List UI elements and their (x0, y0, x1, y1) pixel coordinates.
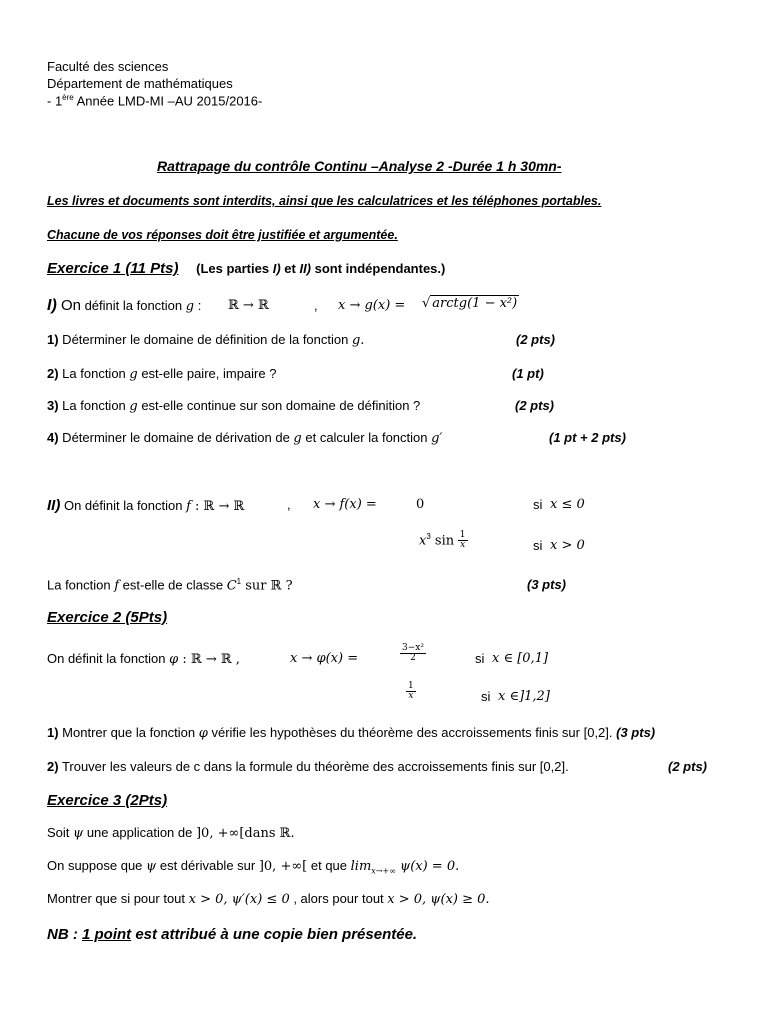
ex2-q2-points: (2 pts) (668, 759, 707, 774)
part-I-text: définit la fonction (80, 298, 186, 313)
part-II-question (47, 577, 293, 593)
ex1-q1-points: (2 pts) (516, 332, 555, 347)
ex3-l3-d: x > 0, ψ(x) ≥ 0. (387, 892, 490, 907)
q4-number: 4) (47, 430, 59, 445)
year-sup: ère (62, 93, 74, 102)
part-II-si-2: si (533, 538, 543, 553)
frac-num: 1 (459, 530, 466, 540)
q3-text-b: est-elle continue sur son domaine de définition ? (137, 398, 421, 413)
part-II-label: II) (47, 497, 61, 514)
q4-text-b: et calculer la fonction (301, 430, 432, 445)
ex1-question-1 (47, 332, 364, 348)
q3-number: 3) (47, 398, 59, 413)
part-II-q-d: sur ℝ ? (241, 578, 293, 594)
ex2-def-a: On définit la fonction (47, 651, 170, 666)
part-II-zero: 0 (416, 497, 425, 512)
exam-title: Rattrapage du contrôle Continu –Analyse 2 -Durée 1 h 30mn- (157, 158, 562, 174)
exercise-1-note (196, 261, 445, 276)
part-II-text: On définit la fonction (60, 498, 187, 513)
one-over-x (458, 531, 468, 551)
ex2-question-1 (47, 725, 655, 741)
ex2-branch-1-fraction (400, 644, 426, 664)
part-II-points: (3 pts) (527, 577, 566, 592)
q3-text-a: La fonction (58, 398, 130, 413)
faculty-line: Faculté des sciences (47, 59, 169, 74)
year-line (47, 93, 262, 108)
ex1-question-3 (47, 398, 420, 414)
nb-a: NB : (47, 926, 82, 943)
ex3-line-3 (47, 891, 490, 907)
q1-text: Déterminer le domaine de définition de la fonction (58, 332, 352, 347)
ex2-q1-text-a: Montrer que la fonction (58, 725, 199, 740)
nb-c: est attribué à une copie bien présentée. (131, 926, 418, 943)
ex3-l3-a: Montrer que si pour tout (47, 891, 189, 906)
part-II-cond-1: x ≤ 0 (550, 497, 585, 512)
ex2-q2-number: 2) (47, 759, 59, 774)
exercise-2-title: Exercice 2 (5Pts) (47, 609, 168, 626)
ex1-question-2 (47, 366, 276, 382)
ex3-l2-lim: lim (350, 859, 372, 874)
part-I-colon: : (194, 298, 202, 313)
part-II-q-b: est-elle de classe (119, 577, 227, 593)
part-II-branch-2 (419, 531, 468, 551)
ex3-l2-b: est dérivable sur (156, 858, 259, 873)
ex3-l2-psi: ψ (146, 859, 157, 874)
note-part-b: sont indépendantes.) (311, 261, 446, 276)
ex3-l2-c: ]0, +∞[ (258, 859, 308, 874)
note-part-a: (Les parties (196, 261, 273, 276)
part-II-f: f (186, 499, 191, 514)
ex2-cond-2: x ∈]1,2] (498, 689, 550, 704)
ex2-domain: : ℝ → ℝ , (178, 652, 240, 667)
part-II-q-c: C (226, 578, 237, 594)
ex3-line-2 (47, 858, 459, 876)
part-I-label: I) (47, 297, 57, 314)
note-I: I) (272, 261, 281, 276)
rule-no-documents: Les livres et documents sont interdits, ainsi que les calculatrices et les téléphones portables. (47, 194, 602, 208)
part-II-domain: : ℝ → ℝ (190, 499, 245, 514)
part-I-on: On (56, 297, 81, 314)
ex3-l2-a: On suppose que (47, 858, 147, 873)
sqrt-radicand: arctg(1 − x²) (432, 296, 518, 311)
ex2-q2-text: Trouver les valeurs de c dans la formule du théorème des accroissements finis sur [0,2]. (58, 759, 569, 774)
x-cubed: x (419, 533, 427, 549)
ex2-frac-1-num: 3−x² (402, 643, 424, 653)
ex2-definition (47, 651, 240, 667)
ex3-l1-c: ]0, +∞[dans ℝ. (195, 826, 295, 841)
q2-text-a: La fonction (58, 366, 130, 381)
ex2-map: x → φ(x) = (290, 651, 359, 666)
ex2-q1-text-b: vérifie les hypothèses du théorème des accroissements finis sur [0,2]. (207, 725, 613, 740)
ex2-frac-1-den: 2 (410, 653, 416, 664)
exercise-1-heading (47, 260, 445, 277)
part-II-map: x → f(x) = (313, 497, 377, 512)
part-II-definition (47, 497, 244, 514)
ex2-question-2 (47, 759, 569, 774)
note-II: II) (299, 261, 312, 276)
ex3-l3-c: , alors pour tout (289, 891, 388, 906)
q4-text-a: Déterminer le domaine de dérivation de (58, 430, 294, 445)
rule-justify: Chacune de vos réponses doit être justifiée et argumentée. (47, 228, 398, 242)
ex1-q4-points: (1 pt + 2 pts) (549, 430, 626, 445)
q2-number: 2) (47, 366, 59, 381)
ex2-frac-2-den: x (408, 691, 414, 702)
ex1-q3-points: (2 pts) (515, 398, 554, 413)
ex2-frac-1 (400, 644, 426, 664)
ex2-q1-number: 1) (47, 725, 59, 740)
part-II-cond-2: x > 0 (550, 538, 585, 553)
ex2-frac-2 (406, 682, 416, 702)
ex3-l3-b: x > 0, ψ′(x) ≤ 0 (188, 892, 290, 907)
part-II-si-1: si (533, 497, 543, 512)
q1-number: 1) (47, 332, 59, 347)
q2-g: g (129, 367, 138, 382)
cube-exponent: 3 (426, 532, 431, 542)
part-II-q-csup: 1 (236, 577, 242, 586)
q3-g: g (129, 399, 138, 414)
q4-g: g (293, 431, 302, 446)
part-I-definition (47, 297, 201, 315)
year-prefix: - 1 (47, 93, 63, 109)
ex2-q1-phi: φ (198, 726, 208, 741)
part-II-q-f: f (114, 578, 120, 594)
ex3-l1-a: Soit (47, 825, 74, 840)
part-I-sqrt (422, 296, 519, 311)
ex3-line-1 (47, 825, 295, 841)
ex3-l1-b: une application de (83, 825, 196, 840)
year-suffix: Année LMD-MI –AU 2015/2016- (73, 93, 263, 109)
part-I-comma: , (314, 298, 318, 313)
ex2-q1-points: (3 pts) (616, 725, 656, 740)
ex1-q2-points: (1 pt) (512, 366, 544, 381)
ex2-si-1: si (475, 651, 485, 666)
q1-g: g. (351, 333, 365, 348)
exercise-1-title: Exercice 1 (11 Pts) (47, 260, 179, 277)
part-I-domain: ℝ → ℝ (228, 298, 269, 313)
nb-note (47, 926, 417, 943)
part-II-q-a: La fonction (47, 577, 115, 593)
ex2-cond-1: x ∈ [0,1] (492, 651, 549, 666)
nb-b: 1 point (82, 926, 132, 943)
ex2-branch-2-fraction (406, 682, 416, 702)
ex2-frac-2-num: 1 (408, 681, 414, 691)
part-I-map: x → g(x) = (338, 298, 406, 313)
q4-gprime: g′ (431, 431, 443, 446)
ex3-l2-d: et que (307, 858, 351, 873)
ex2-phi: φ (169, 652, 179, 667)
note-et: et (280, 261, 300, 276)
ex2-si-2: si (481, 689, 491, 704)
frac-den: x (460, 540, 466, 551)
q2-text-b: est-elle paire, impaire ? (137, 366, 277, 381)
sin-word: sin (430, 533, 455, 549)
part-II-comma: , (287, 497, 291, 512)
sqrt-symbol: √ (422, 296, 431, 311)
ex3-l1-psi: ψ (73, 826, 84, 841)
exercise-3-title: Exercice 3 (2Pts) (47, 792, 168, 809)
department-line: Département de mathématiques (47, 76, 233, 91)
ex3-l2-limsub: x→+∞ (371, 866, 396, 876)
part-I-g: g (185, 299, 195, 314)
ex3-l2-e: ψ(x) = 0. (395, 859, 460, 874)
ex1-question-4 (47, 430, 442, 446)
